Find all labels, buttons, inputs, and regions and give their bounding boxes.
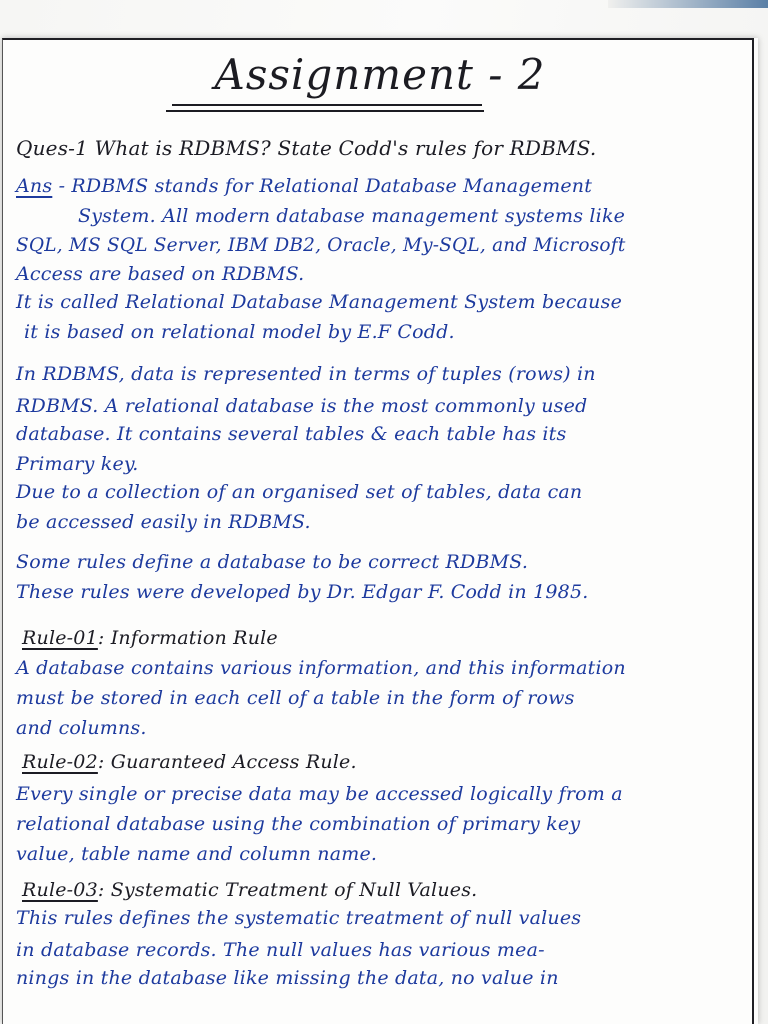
answer-line-13: Some rules define a database to be correct RDBMS. [16, 551, 529, 573]
answer-line-8: RDBMS. A relational database is the most commonly used [16, 395, 588, 417]
rule-02-title: : Guaranteed Access Rule. [97, 751, 357, 773]
answer-line-6: it is based on relational model by E.F Codd. [24, 321, 455, 343]
question-label: Ques-1 [16, 136, 89, 160]
corner-edge [608, 0, 768, 8]
rule-03-heading [22, 878, 477, 902]
rule-02-line-2: relational database using the combination of primary key [16, 813, 581, 835]
question-text: What is RDBMS? State Codd's rules for RDBMS. [94, 136, 597, 160]
rule-01-line-1: A database contains various information, and this information [16, 657, 626, 679]
title-underline-second [166, 110, 484, 112]
rule-03-line-1: This rules defines the systematic treatment of null values [16, 907, 582, 929]
answer-line-10: Primary key. [16, 453, 139, 475]
answer-line-11: Due to a collection of an organised set of tables, data can [16, 481, 583, 503]
answer-line-9: database. It contains several tables & each table has its [16, 423, 567, 445]
answer-line-7: In RDBMS, data is represented in terms of tuples (rows) in [16, 363, 596, 385]
answer-line-4: Access are based on RDBMS. [16, 263, 305, 285]
answer-line-2: System. All modern database management systems like [78, 205, 626, 227]
question-line [16, 136, 596, 160]
rule-02-label: Rule-02 [22, 751, 98, 773]
rule-01-title: : Information Rule [97, 627, 278, 649]
page-title: Assignment - 2 [214, 50, 546, 99]
answer-line-14: These rules were developed by Dr. Edgar F. Codd in 1985. [16, 581, 589, 603]
title-underline [172, 104, 482, 106]
rule-01-label: Rule-01 [22, 627, 98, 649]
notebook-page [2, 38, 758, 1024]
answer-line-3: SQL, MS SQL Server, IBM DB2, Oracle, My-SQL, and Microsoft [16, 235, 626, 256]
rule-01-line-2: must be stored in each cell of a table in the form of rows [16, 687, 575, 709]
answer-line-5: It is called Relational Database Management System because [16, 291, 623, 313]
answer-text-1: - RDBMS stands for Relational Database Management [58, 175, 593, 197]
rule-01-heading [22, 626, 278, 650]
rule-02-line-3: value, table name and column name. [16, 843, 378, 865]
rule-03-title: : Systematic Treatment of Null Values. [97, 879, 478, 901]
rule-01-line-3: and columns. [16, 717, 147, 739]
rule-02-heading [22, 750, 357, 774]
rule-03-line-2: in database records. The null values has various mea- [16, 939, 545, 961]
answer-line-12: be accessed easily in RDBMS. [16, 511, 311, 533]
rule-02-line-1: Every single or precise data may be accessed logically from a [16, 783, 623, 805]
rule-03-line-3: nings in the database like missing the data, no value in [16, 967, 559, 989]
answer-line-1 [16, 174, 592, 198]
answer-label: Ans [16, 175, 53, 197]
rule-03-label: Rule-03 [22, 879, 98, 901]
